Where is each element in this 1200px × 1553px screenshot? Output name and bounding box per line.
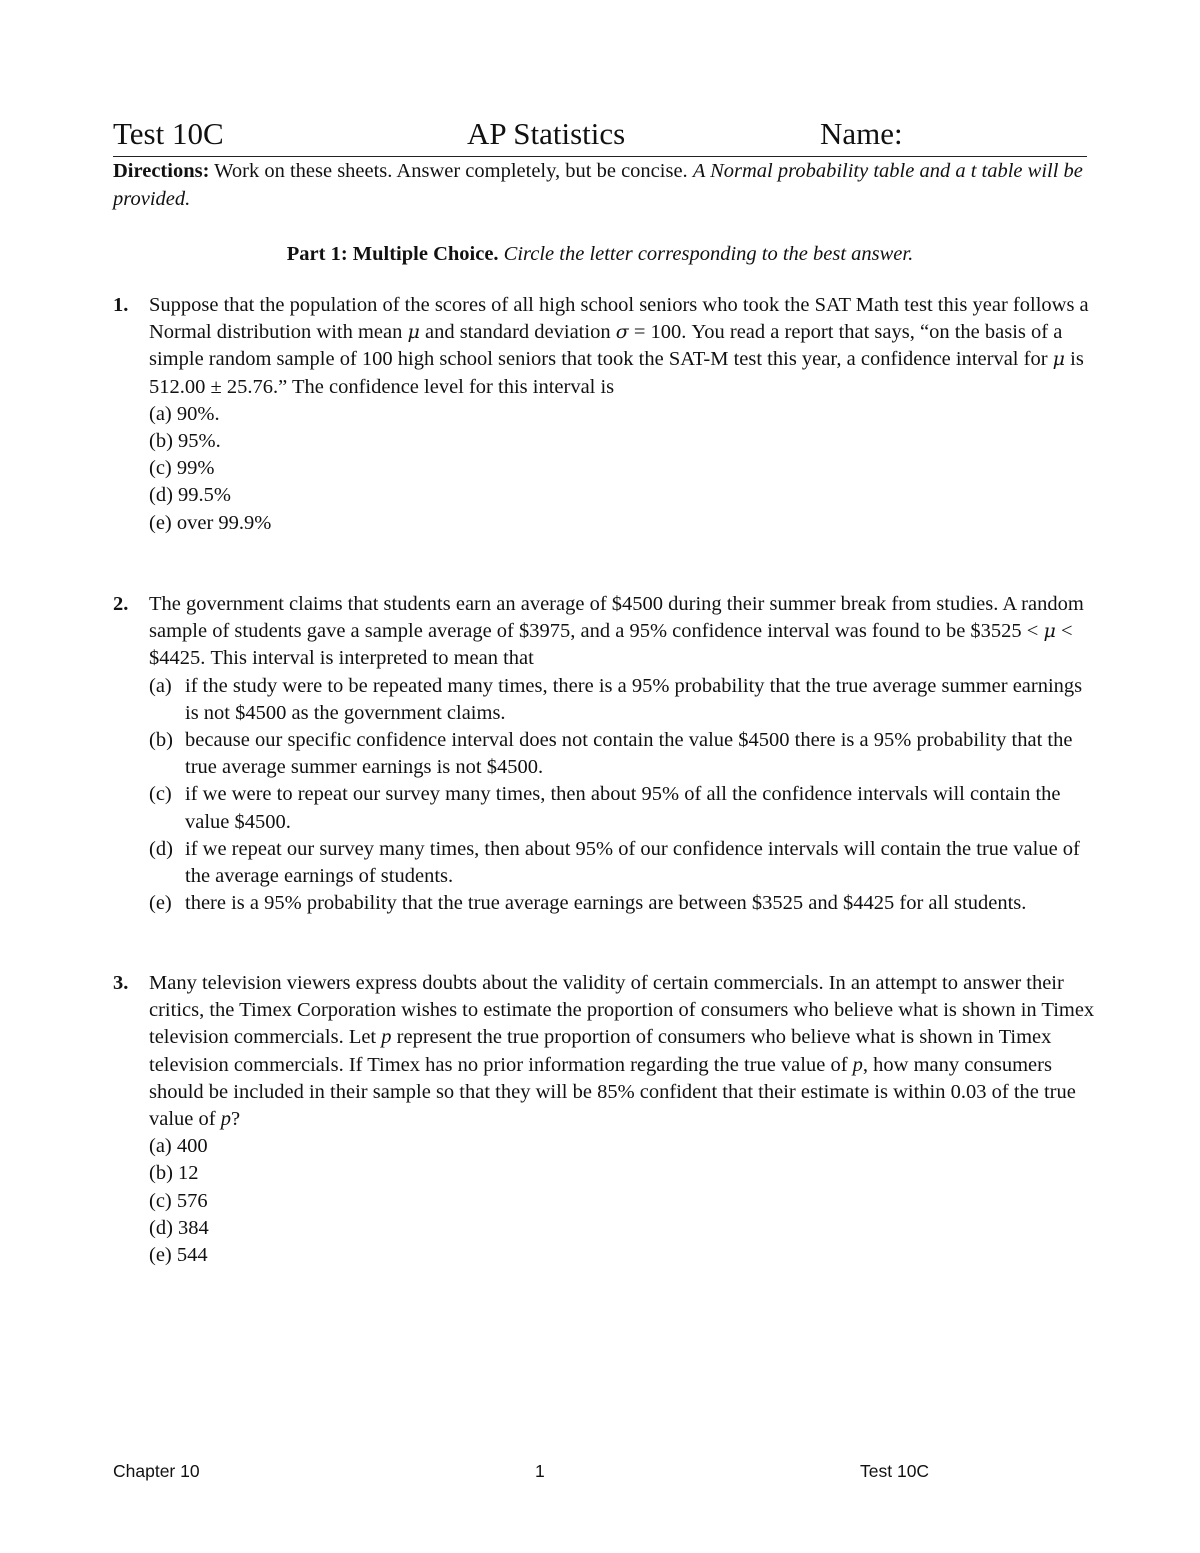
answer-option-d[interactable]: [149, 836, 1098, 890]
stem-text: and standard deviation: [419, 321, 616, 344]
question-3: [113, 970, 1098, 1269]
answer-option-b[interactable]: (b) 95%.: [149, 430, 221, 453]
course-title: AP Statistics: [467, 116, 626, 151]
p-variable: p: [852, 1053, 863, 1076]
mu-symbol: μ: [1052, 348, 1066, 371]
answer-option-c[interactable]: (c) 99%: [149, 457, 215, 480]
question-body: [149, 591, 1098, 917]
question-number: 3.: [113, 972, 129, 994]
directions-italic-text: A Normal probability table and a t table will be provided.: [113, 160, 1083, 210]
option-label: (b): [149, 729, 173, 752]
option-label: (a): [149, 674, 172, 697]
directions-label: Directions:: [113, 160, 210, 182]
mu-symbol: μ: [407, 321, 420, 344]
answer-option-d[interactable]: (d) 99.5%: [149, 484, 231, 507]
answer-option-a[interactable]: (a) 90%.: [149, 402, 220, 425]
option-text: if we were to repeat our survey many times, then about 95% of all the confidence intervals will contain the value $4500.: [185, 783, 1061, 833]
stem-text: < $4425. This interval is interpreted to mean that: [149, 620, 1073, 670]
footer-chapter: Chapter 10: [113, 1461, 200, 1481]
stem-text: The government claims that students earn an average of $4500 during their summer break from studies. A random sample of students gave a sample average of $3975, and a 95% confidence interval was found to be $3525 <: [149, 593, 1084, 643]
stem-text: is 512.00 ± 25.76.” The confidence level for this interval is: [149, 348, 1084, 398]
part1-heading: [113, 240, 1087, 268]
option-label: (c): [149, 783, 172, 806]
page-header: [113, 114, 1087, 157]
page-footer: [0, 1461, 1200, 1485]
question-number: 2.: [113, 593, 129, 615]
option-text: if we repeat our survey many times, then about 95% of our confidence intervals will contain the true value of the average earnings of students.: [185, 837, 1080, 888]
directions: [113, 157, 1093, 213]
stem-text: , how many consumers should be included in their sample so that they will be 85% confident that their estimate is within 0.03 of the true value of: [149, 1053, 1076, 1131]
question-stem: [149, 970, 1098, 1133]
question-2: [113, 591, 1098, 917]
name-label: Name:: [820, 116, 903, 151]
part1-instruction: Circle the letter corresponding to the best answer.: [503, 243, 914, 265]
question-body: [149, 970, 1098, 1269]
p-variable: p: [220, 1108, 231, 1131]
part1-label: Part 1: Multiple Choice.: [286, 243, 499, 265]
stem-text: Many television viewers express doubts about the validity of certain commercials. In an attempt to answer their critics, the Timex Corporation wishes to estimate the proportion of consumers who believe what is shown in Timex television commercials. Let: [149, 972, 1095, 1049]
sigma-symbol: σ: [615, 321, 629, 344]
answer-option-e[interactable]: (e) over 99.9%: [149, 511, 272, 534]
answer-option-b[interactable]: (b) 12: [149, 1162, 199, 1185]
mu-symbol: μ: [1043, 620, 1056, 643]
answer-option-c[interactable]: [149, 781, 1098, 835]
answer-option-e[interactable]: (e) 544: [149, 1244, 208, 1267]
option-label: (e): [149, 892, 172, 915]
answer-option-c[interactable]: (c) 576: [149, 1189, 208, 1212]
question-number: 1.: [113, 294, 129, 316]
directions-text: Work on these sheets. Answer completely, but be concise.: [209, 160, 693, 182]
answer-option-b[interactable]: [149, 727, 1098, 781]
option-text: there is a 95% probability that the true average earnings are between $3525 and $4425 for all students.: [185, 892, 1027, 915]
question-body: [149, 292, 1098, 537]
option-text: because our specific confidence interval does not contain the value $4500 there is a 95% probability that the true average summer earnings is not $4500.: [185, 729, 1073, 779]
stem-text: ?: [230, 1108, 241, 1131]
question-1: [113, 292, 1098, 537]
question-stem: [149, 292, 1098, 401]
p-variable: p: [381, 1026, 392, 1049]
answer-option-a[interactable]: (a) 400: [149, 1135, 208, 1158]
footer-page-number: 1: [535, 1461, 545, 1481]
answer-option-a[interactable]: [149, 673, 1098, 727]
answer-option-e[interactable]: [149, 890, 1098, 917]
footer-test-id: Test 10C: [860, 1461, 930, 1481]
question-stem: [149, 591, 1098, 673]
answer-option-d[interactable]: (d) 384: [149, 1216, 209, 1239]
stem-text: = 100. You read a report that says, “on the basis of a simple random sample of 100 high school seniors that took the SAT-M test this year, a confidence interval for: [149, 321, 1063, 371]
stem-text: represent the true proportion of consumers who believe what is shown in Timex television commercials. If Timex has no prior information regarding the true value of: [149, 1026, 1052, 1076]
stem-text: Suppose that the population of the scores of all high school seniors who took the SAT Math test this year follows a Normal distribution with mean: [149, 294, 1089, 344]
option-label: (d): [149, 837, 173, 860]
test-title: Test 10C: [113, 116, 224, 151]
option-text: if the study were to be repeated many times, there is a 95% probability that the true average summer earnings is not $4500 as the government claims.: [185, 674, 1083, 724]
